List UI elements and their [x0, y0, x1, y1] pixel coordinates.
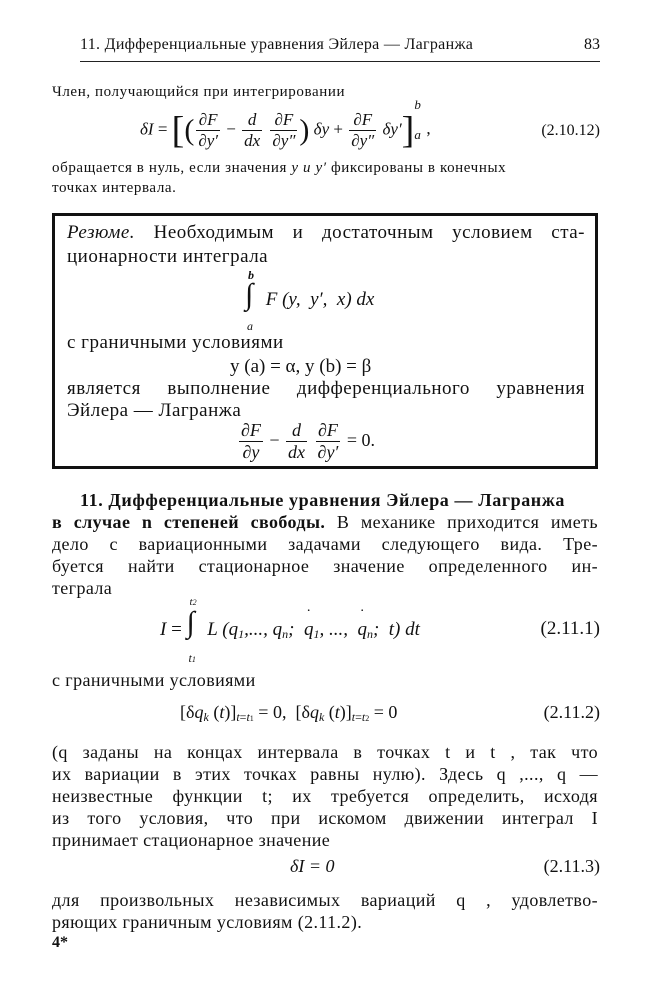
para-line4: из того условия, что при искомом движении интеграл I — [52, 808, 598, 828]
para-line1: (q заданы на концах интервала в точках t и t , так что — [52, 742, 598, 762]
eq-2-11-2-body: [$\delta q_k$ $(t)]_{t=t1} = 0$, [$\delta q_k$ $(t)]_{t=t2} = 0$ — [180, 702, 398, 724]
para-line5: принимает стационарное значение — [52, 830, 331, 850]
integral-sign-icon: t2 ∫ t1 — [186, 596, 197, 665]
summary-label: Резюме. — [67, 222, 135, 243]
summary-line4: является выполнение дифференциального уравнения — [67, 378, 585, 399]
eq-2-11-1-number: (2.11.1) — [540, 618, 600, 639]
final-line1: для произвольных независимых вариаций q , удовлетво- — [52, 890, 598, 910]
eq-2-10-12-number: (2.10.12) — [541, 122, 600, 139]
signature-mark: 4* — [52, 934, 68, 951]
para-line3: неизвестные функции t; их требуется определить, исходя — [52, 786, 598, 806]
section-heading: 11. Дифференциальные уравнения Эйлера — Лагранжа — [80, 490, 566, 510]
boundary-text: с граничными условиями — [52, 670, 256, 690]
equation-2-11-2 — [180, 700, 600, 730]
summary-box — [52, 213, 598, 469]
eq-2-11-3-body: δI = 0 — [290, 856, 335, 876]
summary-euler-equation: $\frac{\partial F}{\partial y}$ − $\frac{d}{dx}$ $\frac{\partial F}{\partial y'}$ = 0. — [241, 420, 376, 462]
section-line5: теграла — [52, 578, 113, 598]
para-line2: их вариации в этих точках равны нулю). Здесь q ,..., q — — [52, 764, 598, 784]
running-header — [80, 28, 600, 58]
section-line4: буется найти стационарное значение определенного ин- — [52, 556, 598, 576]
intro-after-line2: точках интервала. — [52, 180, 177, 196]
eq-2-11-1-body: I = t2 ∫ t1 L ($q_1$,..., $q_n$; ˙ $q_1$, ..., ˙ $q_n$; t) dt — [160, 600, 420, 660]
section-line2-rest: В механике приходится иметь — [336, 512, 598, 532]
intro-line: Член, получающийся при интегрировании — [52, 84, 346, 100]
intro-after-text1: обращается в нуль, если значения — [52, 160, 288, 176]
summary-integral: b ∫ a F (y, y′, x) dx — [245, 268, 375, 333]
summary-line3: с граничными условиями — [67, 332, 284, 353]
header-title: 11. Дифференциальные уравнения Эйлера — Лагранжа — [80, 36, 474, 53]
section-line3: дело с вариационными задачами следующего вида. Тре- — [52, 534, 598, 554]
eq-2-11-2-number: (2.11.2) — [543, 702, 600, 722]
summary-line2: ционарности интеграла — [67, 246, 269, 267]
equation-2-11-3 — [290, 856, 600, 882]
final-line2: ряющих граничным условиям (2.11.2). — [52, 912, 363, 932]
page-number: 83 — [584, 36, 600, 53]
summary-line1-rest: Необходимым и достаточным условием ста- — [153, 222, 586, 243]
header-rule — [80, 61, 600, 62]
equation-2-10-12 — [140, 97, 600, 154]
summary-line1 — [67, 222, 585, 244]
intro-after-vars: y и y′ — [291, 160, 327, 176]
section-heading-cont: в случае n степеней свободы. — [52, 512, 326, 532]
intro-after-line1 — [52, 160, 598, 177]
summary-boundary: y (a) = α, y (b) = β — [230, 356, 372, 377]
integral-sign-icon: b ∫ a — [245, 268, 254, 333]
eq-2-11-3-number: (2.11.3) — [543, 856, 600, 876]
section-line2 — [52, 512, 598, 533]
summary-line5: Эйлера — Лагранжа — [67, 400, 242, 421]
equation-2-11-1 — [160, 596, 600, 665]
eq-2-10-12-body: δI = [( $\frac{\partial F}{\partial y'}$ − $\frac{d}{dx}$ $\frac{\partial F}{\partial y''}$ ) δy + $\frac{\partial F}{\partial y''}$ δy′] b a , — [140, 97, 431, 152]
intro-after-text2: фиксированы в конечных — [330, 160, 507, 176]
